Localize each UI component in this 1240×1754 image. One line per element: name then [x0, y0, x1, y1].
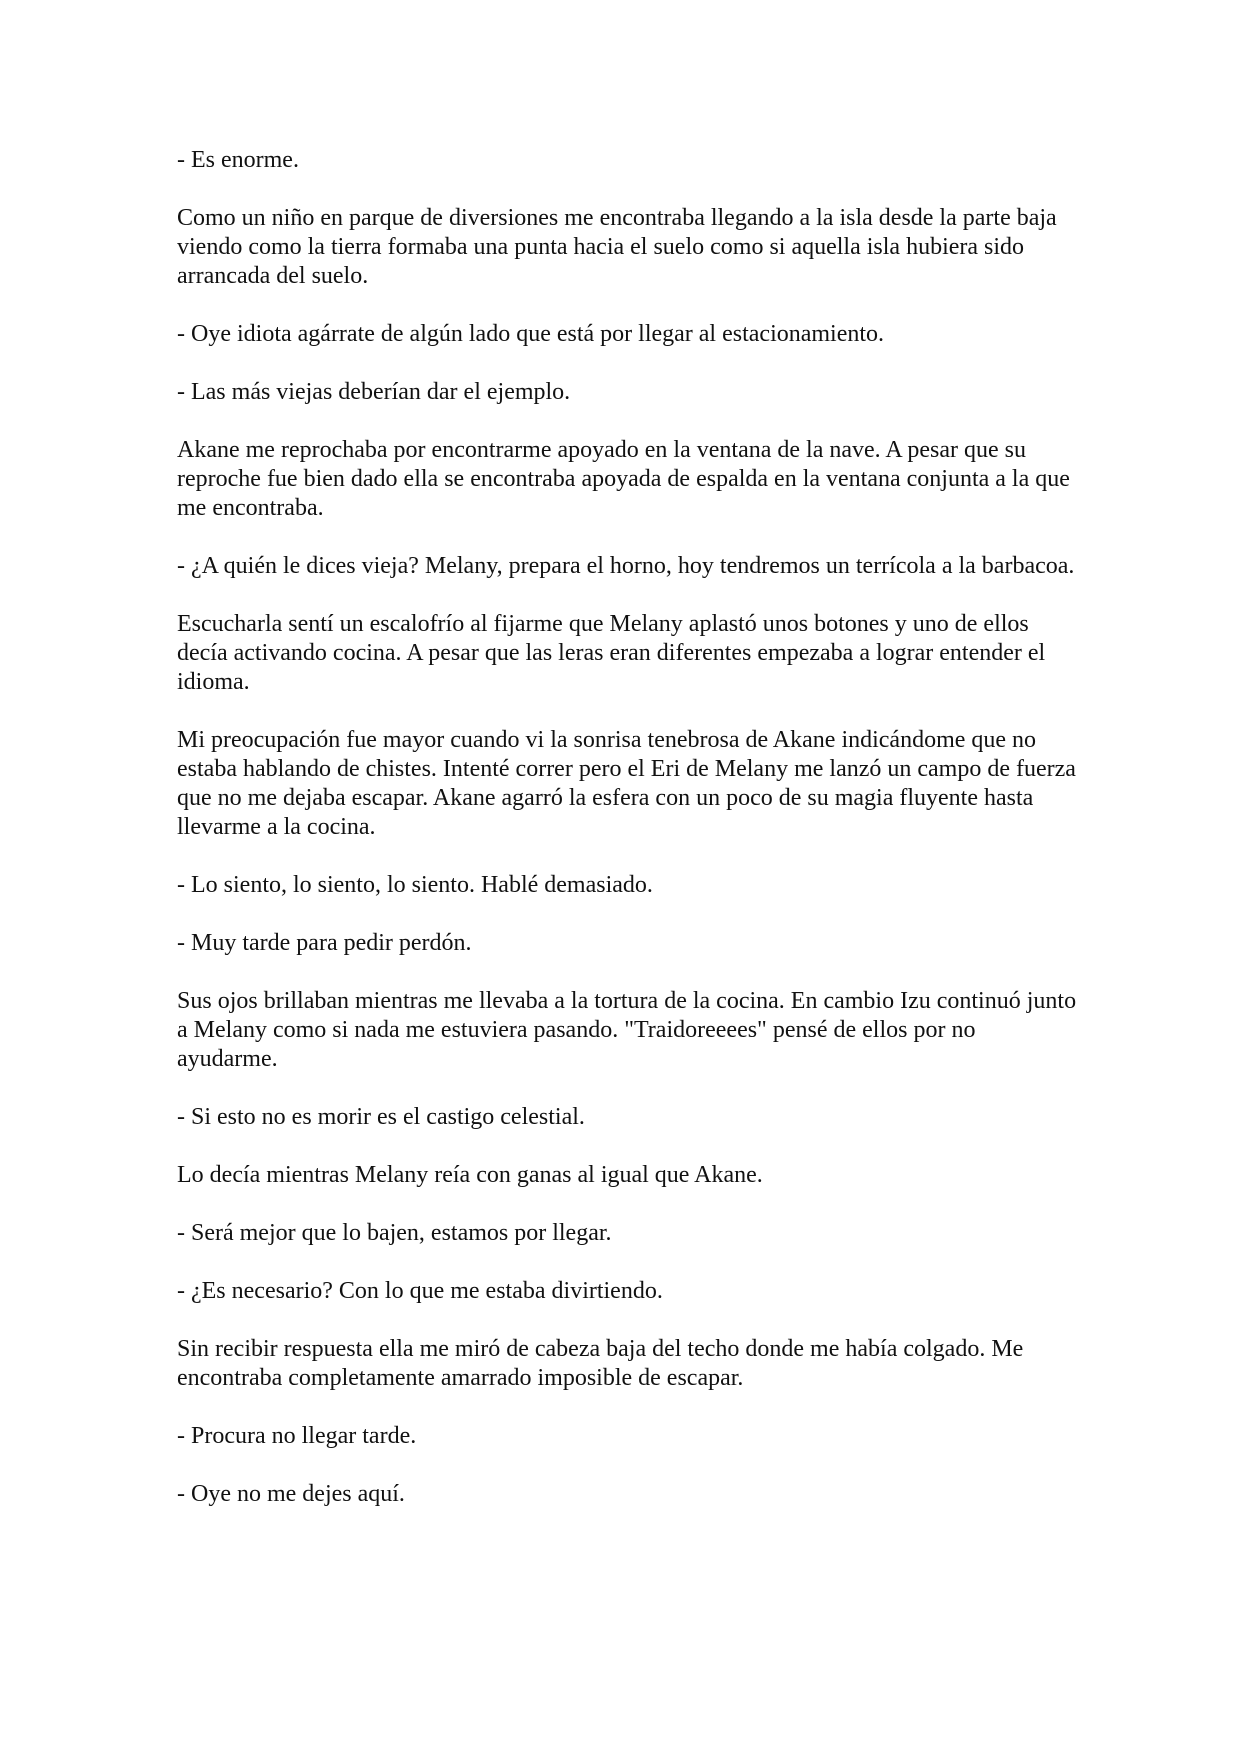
paragraph: - ¿Es necesario? Con lo que me estaba divirtiendo. — [177, 1278, 663, 1304]
paragraph: - Lo siento, lo siento, lo siento. Hablé demasiado. — [177, 872, 653, 898]
paragraph: - Procura no llegar tarde. — [177, 1423, 417, 1449]
paragraph: - Es enorme. — [177, 147, 299, 173]
paragraph: Lo decía mientras Melany reía con ganas al igual que Akane. — [177, 1162, 763, 1188]
paragraph: Akane me reprochaba por encontrarme apoyado en la ventana de la nave. A pesar que su reproche fue bien dado ella se encontraba apoyada de espalda en la ventana conjunta a la que me encontraba. — [177, 437, 1070, 521]
paragraph: - Oye idiota agárrate de algún lado que está por llegar al estacionamiento. — [177, 321, 885, 347]
paragraph: - Muy tarde para pedir perdón. — [177, 930, 472, 956]
paragraph: - ¿A quién le dices vieja? Melany, prepara el horno, hoy tendremos un terrícola a la barbacoa. — [177, 553, 1075, 579]
paragraph: Como un niño en parque de diversiones me encontraba llegando a la isla desde la parte baja viendo como la tierra formaba una punta hacia el suelo como si aquella isla hubiera sido arrancada del suelo. — [177, 205, 1057, 289]
paragraph: Sin recibir respuesta ella me miró de cabeza baja del techo donde me había colgado. Me encontraba completamente amarrado imposible de escapar. — [177, 1336, 1024, 1391]
paragraph: Mi preocupación fue mayor cuando vi la sonrisa tenebrosa de Akane indicándome que no estaba hablando de chistes. Intenté correr pero el Eri de Melany me lanzó un campo de fuerza que no me dejaba escapar. Akane agarró la esfera con un poco de su magia fluyente hasta llevarme a la cocina. — [177, 727, 1076, 840]
paragraph: - Oye no me dejes aquí. — [177, 1481, 405, 1507]
paragraph: - Si esto no es morir es el castigo celestial. — [177, 1104, 585, 1130]
paragraph: - Las más viejas deberían dar el ejemplo. — [177, 379, 571, 405]
paragraph: - Será mejor que lo bajen, estamos por llegar. — [177, 1220, 612, 1246]
paragraph: Escucharla sentí un escalofrío al fijarme que Melany aplastó unos botones y uno de ellos decía activando cocina. A pesar que las leras eran diferentes empezaba a lograr entender el idioma. — [177, 611, 1046, 695]
paragraph: Sus ojos brillaban mientras me llevaba a la tortura de la cocina. En cambio Izu continuó junto a Melany como si nada me estuviera pasando. "Traidoreeees" pensé de ellos por no ayudarme. — [177, 988, 1077, 1072]
document-body — [177, 146, 1077, 1538]
